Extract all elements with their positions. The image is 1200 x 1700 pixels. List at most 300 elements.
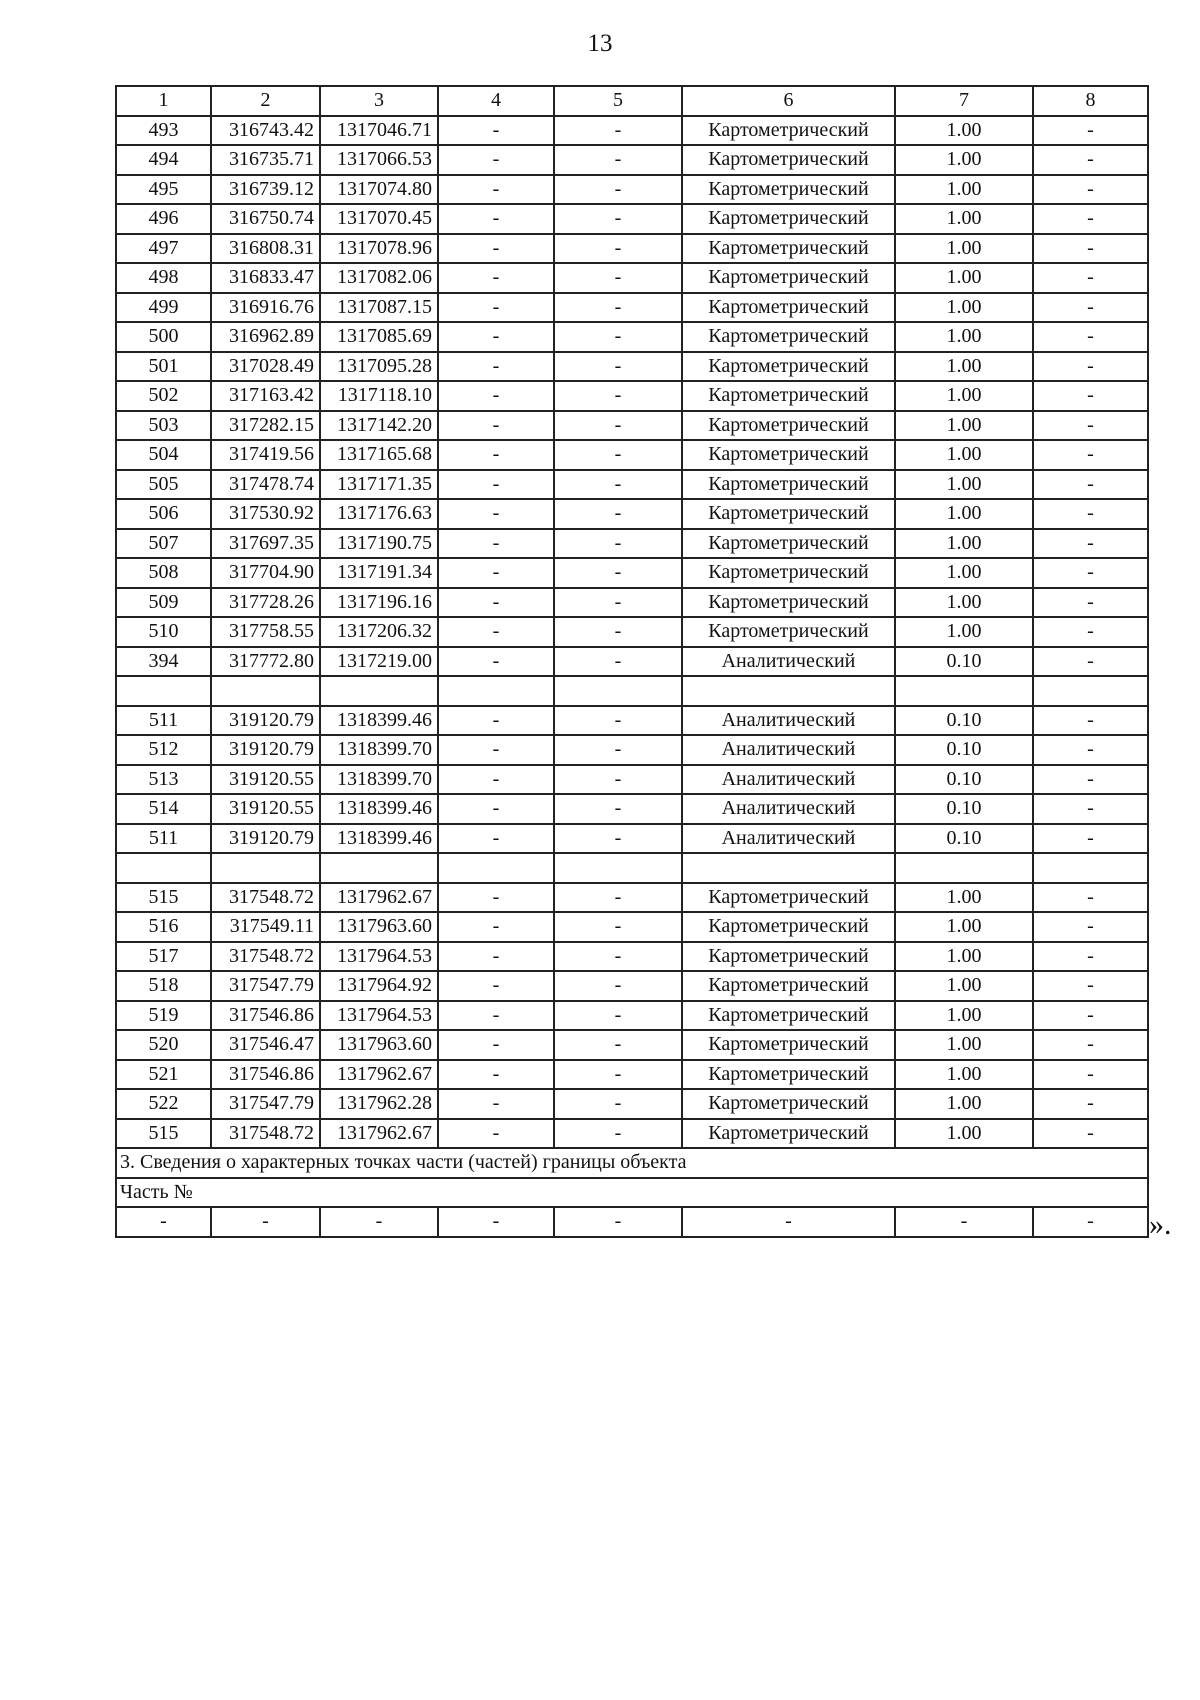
table-cell: 1318399.46 <box>320 706 438 736</box>
table-cell: - <box>554 1119 682 1149</box>
table-cell: 317728.26 <box>211 588 320 618</box>
table-cell: 1317118.10 <box>320 381 438 411</box>
table-cell: Картометрический <box>682 1089 895 1119</box>
table-cell: 1 <box>116 86 211 116</box>
table-cell: 1.00 <box>895 588 1033 618</box>
table-cell: Картометрический <box>682 440 895 470</box>
table-cell: 1.00 <box>895 293 1033 323</box>
table-cell <box>682 676 895 706</box>
table-cell: 513 <box>116 765 211 795</box>
table-cell: 319120.55 <box>211 794 320 824</box>
table-cell: - <box>554 411 682 441</box>
table-row <box>116 883 1148 913</box>
table-cell: 1317176.63 <box>320 499 438 529</box>
table-cell: 1317165.68 <box>320 440 438 470</box>
table-cell: Картометрический <box>682 529 895 559</box>
table-cell: - <box>438 617 554 647</box>
section-title-row-text: 3. Сведения о характерных точках части (частей) границы объекта <box>116 1148 1148 1178</box>
table-row <box>116 794 1148 824</box>
table-row <box>116 499 1148 529</box>
table-row <box>116 322 1148 352</box>
table-row <box>116 116 1148 146</box>
table-cell: 1317087.15 <box>320 293 438 323</box>
table-cell: 8 <box>1033 86 1148 116</box>
table-cell: - <box>438 411 554 441</box>
table-cell: - <box>1033 175 1148 205</box>
table-row <box>116 558 1148 588</box>
table-row <box>116 1030 1148 1060</box>
table-cell: Картометрический <box>682 322 895 352</box>
table-cell <box>895 676 1033 706</box>
table-cell: 316739.12 <box>211 175 320 205</box>
table-header-row <box>116 86 1148 116</box>
table-cell: - <box>1033 234 1148 264</box>
table-cell: Картометрический <box>682 175 895 205</box>
table-cell: - <box>1033 322 1148 352</box>
table-row <box>116 1001 1148 1031</box>
table-cell: - <box>554 440 682 470</box>
table-cell: - <box>554 381 682 411</box>
table-cell: Картометрический <box>682 971 895 1001</box>
page-number: 13 <box>587 30 613 57</box>
table-cell: 500 <box>116 322 211 352</box>
table-row <box>116 440 1148 470</box>
table-cell: 317163.42 <box>211 381 320 411</box>
table-cell: Картометрический <box>682 942 895 972</box>
table-cell: 316750.74 <box>211 204 320 234</box>
table-cell: 1.00 <box>895 352 1033 382</box>
table-cell <box>320 853 438 883</box>
table-cell: Картометрический <box>682 617 895 647</box>
table-cell: 317704.90 <box>211 558 320 588</box>
table-row <box>116 588 1148 618</box>
table-cell: 316962.89 <box>211 322 320 352</box>
table-cell: Картометрический <box>682 381 895 411</box>
table-cell: 514 <box>116 794 211 824</box>
table-cell: 510 <box>116 617 211 647</box>
table-cell: - <box>438 558 554 588</box>
table-cell: Картометрический <box>682 470 895 500</box>
table-cell: 3 <box>320 86 438 116</box>
table-cell: 508 <box>116 558 211 588</box>
table-row <box>116 470 1148 500</box>
table-row <box>116 204 1148 234</box>
table-row <box>116 942 1148 972</box>
table-cell: - <box>438 1119 554 1149</box>
table-cell: 319120.79 <box>211 706 320 736</box>
table-cell: 0.10 <box>895 706 1033 736</box>
table-cell: Картометрический <box>682 204 895 234</box>
table-cell <box>116 853 211 883</box>
table-cell: - <box>554 499 682 529</box>
table-cell: Картометрический <box>682 116 895 146</box>
table-cell: 1.00 <box>895 942 1033 972</box>
table-cell: 505 <box>116 470 211 500</box>
table-cell: 1317963.60 <box>320 1030 438 1060</box>
table-cell: 499 <box>116 293 211 323</box>
table-cell: 5 <box>554 86 682 116</box>
table-cell: 511 <box>116 824 211 854</box>
table-cell: - <box>554 322 682 352</box>
table-cell: 1317962.67 <box>320 883 438 913</box>
part-label-row-text: Часть № <box>116 1178 1148 1208</box>
table-cell: - <box>1033 647 1148 677</box>
table-cell: 4 <box>438 86 554 116</box>
table-cell: - <box>1033 617 1148 647</box>
table-cell: 506 <box>116 499 211 529</box>
table-cell: 316833.47 <box>211 263 320 293</box>
table-cell: Аналитический <box>682 706 895 736</box>
table-cell: - <box>1033 558 1148 588</box>
table-cell: 1317962.67 <box>320 1119 438 1149</box>
table-cell: 316808.31 <box>211 234 320 264</box>
table-cell: - <box>438 971 554 1001</box>
table-cell: - <box>1033 1207 1148 1237</box>
table-cell: Картометрический <box>682 352 895 382</box>
table-cell: 319120.55 <box>211 765 320 795</box>
table-cell: - <box>554 204 682 234</box>
table-cell: 1317046.71 <box>320 116 438 146</box>
table-cell: 1.00 <box>895 440 1033 470</box>
table-row <box>116 411 1148 441</box>
table-cell: 1317082.06 <box>320 263 438 293</box>
table-cell: 1317078.96 <box>320 234 438 264</box>
table-cell: - <box>438 529 554 559</box>
table-row <box>116 1119 1148 1149</box>
table-cell: 317530.92 <box>211 499 320 529</box>
table-cell: - <box>1033 1119 1148 1149</box>
table-cell: - <box>682 1207 895 1237</box>
table-cell: Аналитический <box>682 824 895 854</box>
table-cell: Картометрический <box>682 234 895 264</box>
table-cell: - <box>1033 145 1148 175</box>
table-cell: - <box>1033 794 1148 824</box>
table-row <box>116 971 1148 1001</box>
table-cell: Картометрический <box>682 145 895 175</box>
table-cell: 1.00 <box>895 411 1033 441</box>
table-cell: - <box>438 824 554 854</box>
table-cell: - <box>554 647 682 677</box>
table-cell: 504 <box>116 440 211 470</box>
table-row <box>116 824 1148 854</box>
table-cell: - <box>554 765 682 795</box>
table-cell: 7 <box>895 86 1033 116</box>
table-row <box>116 1060 1148 1090</box>
table-cell: 518 <box>116 971 211 1001</box>
table-cell: - <box>1033 293 1148 323</box>
table-cell: - <box>438 175 554 205</box>
table-cell: - <box>554 1060 682 1090</box>
table-cell: 1.00 <box>895 1119 1033 1149</box>
table-cell: Картометрический <box>682 293 895 323</box>
table-cell <box>211 853 320 883</box>
table-cell: - <box>554 617 682 647</box>
table-cell <box>682 853 895 883</box>
table-cell: - <box>554 1001 682 1031</box>
table-cell: 1317963.60 <box>320 912 438 942</box>
table-cell <box>1033 853 1148 883</box>
table-cell: 1.00 <box>895 912 1033 942</box>
table-cell: - <box>211 1207 320 1237</box>
table-cell: - <box>1033 529 1148 559</box>
table-cell: - <box>554 706 682 736</box>
table-row <box>116 765 1148 795</box>
table-cell: 0.10 <box>895 647 1033 677</box>
table-cell: - <box>554 735 682 765</box>
table-cell: 1.00 <box>895 470 1033 500</box>
separator-row <box>116 676 1148 706</box>
table-cell: - <box>1033 499 1148 529</box>
table-cell: - <box>1033 116 1148 146</box>
table-cell: - <box>1033 352 1148 382</box>
table-cell: 1.00 <box>895 116 1033 146</box>
table-row <box>116 529 1148 559</box>
table-cell: 509 <box>116 588 211 618</box>
table-cell: 1318399.70 <box>320 735 438 765</box>
table-cell: 1317219.00 <box>320 647 438 677</box>
table-cell: - <box>1033 971 1148 1001</box>
table-cell: 319120.79 <box>211 735 320 765</box>
table-cell: - <box>895 1207 1033 1237</box>
table-cell: Картометрический <box>682 1119 895 1149</box>
table-cell: 494 <box>116 145 211 175</box>
table-cell: - <box>554 912 682 942</box>
table-cell: - <box>438 1001 554 1031</box>
table-cell: - <box>1033 470 1148 500</box>
table-cell: 497 <box>116 234 211 264</box>
table-cell: 0.10 <box>895 824 1033 854</box>
table-cell <box>438 853 554 883</box>
table-cell: - <box>554 824 682 854</box>
table-cell: 1.00 <box>895 1089 1033 1119</box>
table-cell: - <box>554 1207 682 1237</box>
table-cell: 6 <box>682 86 895 116</box>
table-cell: - <box>1033 1089 1148 1119</box>
table-cell: - <box>438 588 554 618</box>
table-cell: - <box>438 765 554 795</box>
separator-row <box>116 853 1148 883</box>
table-cell: - <box>1033 440 1148 470</box>
table-cell: - <box>438 794 554 824</box>
table-cell: 1.00 <box>895 1001 1033 1031</box>
table-cell: Аналитический <box>682 647 895 677</box>
table-cell: - <box>438 293 554 323</box>
table-cell: 319120.79 <box>211 824 320 854</box>
table-cell: - <box>438 912 554 942</box>
table-row <box>116 706 1148 736</box>
table-cell <box>211 676 320 706</box>
table-cell: - <box>1033 765 1148 795</box>
table-cell: - <box>554 529 682 559</box>
table-cell: 317546.86 <box>211 1060 320 1090</box>
table-cell: - <box>1033 1030 1148 1060</box>
table-cell: 1317964.53 <box>320 942 438 972</box>
table-row <box>116 234 1148 264</box>
table-cell: 503 <box>116 411 211 441</box>
table-cell: 1.00 <box>895 971 1033 1001</box>
table-cell <box>438 676 554 706</box>
table-cell: - <box>438 1030 554 1060</box>
table-cell: 1317962.28 <box>320 1089 438 1119</box>
table-cell: 1.00 <box>895 499 1033 529</box>
table-cell: Картометрический <box>682 883 895 913</box>
table-cell: - <box>554 1089 682 1119</box>
table-cell: 0.10 <box>895 765 1033 795</box>
table-cell: 317478.74 <box>211 470 320 500</box>
table-cell: 1.00 <box>895 617 1033 647</box>
table-cell: 317697.35 <box>211 529 320 559</box>
table-cell: 498 <box>116 263 211 293</box>
coordinates-table <box>115 85 1149 1238</box>
table-cell: Картометрический <box>682 1060 895 1090</box>
table-cell: - <box>554 470 682 500</box>
table-cell: 317758.55 <box>211 617 320 647</box>
table-cell: 1.00 <box>895 263 1033 293</box>
table-cell: 317772.80 <box>211 647 320 677</box>
table-cell: 317282.15 <box>211 411 320 441</box>
table-cell: Аналитический <box>682 794 895 824</box>
table-cell: - <box>438 1089 554 1119</box>
table-cell: - <box>554 971 682 1001</box>
table-cell: 1317206.32 <box>320 617 438 647</box>
table-cell: 502 <box>116 381 211 411</box>
table-cell: - <box>438 1207 554 1237</box>
table-cell: Картометрический <box>682 263 895 293</box>
table-cell: 317028.49 <box>211 352 320 382</box>
table-cell: 1317191.34 <box>320 558 438 588</box>
table-cell: Картометрический <box>682 912 895 942</box>
table-cell: - <box>554 234 682 264</box>
table-cell: - <box>1033 1060 1148 1090</box>
table-row <box>116 175 1148 205</box>
table-cell: 317548.72 <box>211 883 320 913</box>
table-cell: 317419.56 <box>211 440 320 470</box>
table-cell: 1317190.75 <box>320 529 438 559</box>
table-cell: - <box>438 263 554 293</box>
table-cell: Картометрический <box>682 499 895 529</box>
table-cell: - <box>438 204 554 234</box>
table-cell: Картометрический <box>682 588 895 618</box>
table-cell: 521 <box>116 1060 211 1090</box>
table-cell: - <box>554 588 682 618</box>
table-cell: - <box>554 352 682 382</box>
table-cell: 0.10 <box>895 794 1033 824</box>
table-cell: - <box>1033 204 1148 234</box>
table-cell <box>554 676 682 706</box>
table-row <box>116 735 1148 765</box>
table-cell: - <box>438 647 554 677</box>
table-cell: 1318399.46 <box>320 794 438 824</box>
table-cell: 317547.79 <box>211 971 320 1001</box>
table-cell: 495 <box>116 175 211 205</box>
table-cell: Аналитический <box>682 735 895 765</box>
table-cell: - <box>438 735 554 765</box>
table-cell: 394 <box>116 647 211 677</box>
table-cell <box>554 853 682 883</box>
table-cell: - <box>1033 706 1148 736</box>
table-cell: - <box>438 706 554 736</box>
table-cell: 316743.42 <box>211 116 320 146</box>
table-cell: 516 <box>116 912 211 942</box>
table-cell: 1317964.92 <box>320 971 438 1001</box>
table-cell: - <box>116 1207 211 1237</box>
table-cell: 1317962.67 <box>320 1060 438 1090</box>
table-cell: 316916.76 <box>211 293 320 323</box>
table-cell: - <box>438 440 554 470</box>
table-cell: 493 <box>116 116 211 146</box>
table-cell: - <box>1033 883 1148 913</box>
table-cell: 1317142.20 <box>320 411 438 441</box>
table-cell: 1.00 <box>895 558 1033 588</box>
part-row <box>116 1207 1148 1237</box>
table-cell: 317548.72 <box>211 942 320 972</box>
table-cell: - <box>1033 942 1148 972</box>
table-cell: 317546.86 <box>211 1001 320 1031</box>
table-cell <box>895 853 1033 883</box>
table-cell: - <box>438 234 554 264</box>
table-cell: - <box>1033 381 1148 411</box>
table-cell: 316735.71 <box>211 145 320 175</box>
table-cell: 2 <box>211 86 320 116</box>
table-cell: - <box>438 499 554 529</box>
table-cell: - <box>554 175 682 205</box>
part-label-row <box>116 1178 1148 1208</box>
table-row <box>116 647 1148 677</box>
table-cell: 517 <box>116 942 211 972</box>
table-cell: 1317074.80 <box>320 175 438 205</box>
table-cell: - <box>554 942 682 972</box>
table-row <box>116 912 1148 942</box>
table-cell: 1317085.69 <box>320 322 438 352</box>
table-cell: 1.00 <box>895 883 1033 913</box>
table-cell: - <box>438 116 554 146</box>
table-cell: - <box>554 116 682 146</box>
table-row <box>116 617 1148 647</box>
table-cell: - <box>554 794 682 824</box>
table-cell <box>1033 676 1148 706</box>
closing-quote: ». <box>1149 1208 1172 1241</box>
table-cell: 512 <box>116 735 211 765</box>
table-cell: 1.00 <box>895 381 1033 411</box>
table-row <box>116 381 1148 411</box>
table-cell: - <box>438 322 554 352</box>
table-cell: 1317964.53 <box>320 1001 438 1031</box>
table-cell: - <box>438 942 554 972</box>
table-cell: 1.00 <box>895 1060 1033 1090</box>
table-cell: 317548.72 <box>211 1119 320 1149</box>
table-cell: 501 <box>116 352 211 382</box>
table-cell: 1.00 <box>895 1030 1033 1060</box>
table-cell: - <box>438 1060 554 1090</box>
table-row <box>116 263 1148 293</box>
table-cell: 317549.11 <box>211 912 320 942</box>
table-cell: 1317171.35 <box>320 470 438 500</box>
table-cell <box>320 676 438 706</box>
table-cell: 515 <box>116 1119 211 1149</box>
table-cell: 496 <box>116 204 211 234</box>
table-cell: - <box>438 470 554 500</box>
table-cell: - <box>554 1030 682 1060</box>
table-cell: 0.10 <box>895 735 1033 765</box>
table-cell: 1.00 <box>895 204 1033 234</box>
table-row <box>116 145 1148 175</box>
table-cell: 1.00 <box>895 175 1033 205</box>
table-cell: - <box>554 558 682 588</box>
table-cell: Картометрический <box>682 558 895 588</box>
table-cell: 519 <box>116 1001 211 1031</box>
table-cell: - <box>1033 824 1148 854</box>
table-cell: 515 <box>116 883 211 913</box>
